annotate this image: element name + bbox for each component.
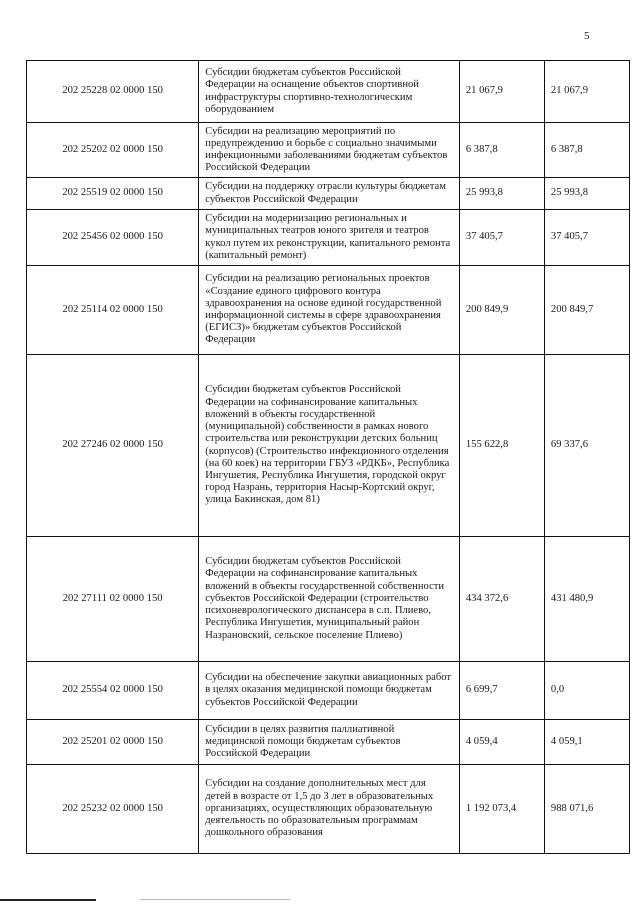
budget-code: 202 25114 02 0000 150 [27, 266, 199, 355]
budget-code: 202 25201 02 0000 150 [27, 720, 199, 765]
executed-amount: 21 067,9 [544, 61, 629, 123]
subsidy-name: Субсидии на реализацию мероприятий по предупреждению и борьбе с социально значимыми инфекционными заболеваниями бюджетам субъектов Российской Федерации [199, 123, 460, 178]
budget-code: 202 27111 02 0000 150 [27, 537, 199, 662]
budget-code: 202 27246 02 0000 150 [27, 355, 199, 537]
table-row [27, 210, 630, 266]
table-row [27, 178, 630, 210]
executed-amount: 25 993,8 [544, 178, 629, 210]
executed-amount: 988 071,6 [544, 765, 629, 854]
subsidy-name: Субсидии на реализацию региональных проектов «Создание единого цифрового контура здравоохранения на основе единой государственной информационной системы в сфере здравоохранения (ЕГИСЗ)» бюджетам субъектов Российской Федерации [199, 266, 460, 355]
subsidy-name: Субсидии бюджетам субъектов Российской Федерации на оснащение объектов спортивной инфраструктуры спортивно-технологическим оборудованием [199, 61, 460, 123]
planned-amount: 6 699,7 [459, 662, 544, 720]
budget-code: 202 25232 02 0000 150 [27, 765, 199, 854]
table-row [27, 662, 630, 720]
subsidy-name: Субсидии бюджетам субъектов Российской Федерации на софинансирование капитальных вложений в объекты государственной (муниципальной) собственности в рамках нового строительства или реконструкции детских больниц (корпусов) (Строительство инфекционного отделения (на 60 коек) на территории ГБУЗ «РДКБ», Республика Ингушетия, Республика Ингушетия, городской округ город Назрань, территория Насыр-Кортский округ, улица Бакинская, дом 81) [199, 355, 460, 537]
planned-amount: 6 387,8 [459, 123, 544, 178]
subsidy-name: Субсидии на создание дополнительных мест для детей в возрасте от 1,5 до 3 лет в образовательных организациях, осуществляющих образовательную деятельность по образовательным программам дошкольного образования [199, 765, 460, 854]
planned-amount: 37 405,7 [459, 210, 544, 266]
executed-amount: 4 059,1 [544, 720, 629, 765]
subsidy-name: Субсидии в целях развития паллиативной медицинской помощи бюджетам субъектов Российской Федерации [199, 720, 460, 765]
planned-amount: 434 372,6 [459, 537, 544, 662]
executed-amount: 200 849,7 [544, 266, 629, 355]
footer-faint-rule [140, 899, 290, 900]
table-row [27, 123, 630, 178]
planned-amount: 25 993,8 [459, 178, 544, 210]
budget-table [26, 60, 630, 854]
executed-amount: 6 387,8 [544, 123, 629, 178]
budget-code: 202 25519 02 0000 150 [27, 178, 199, 210]
subsidy-name: Субсидии на поддержку отрасли культуры бюджетам субъектов Российской Федерации [199, 178, 460, 210]
subsidy-name: Субсидии на модернизацию региональных и муниципальных театров юного зрителя и театров кукол путем их реконструкции, капитального ремонта (капитальный ремонт) [199, 210, 460, 266]
planned-amount: 4 059,4 [459, 720, 544, 765]
table-row [27, 61, 630, 123]
table-row [27, 720, 630, 765]
executed-amount: 69 337,6 [544, 355, 629, 537]
executed-amount: 37 405,7 [544, 210, 629, 266]
executed-amount: 431 480,9 [544, 537, 629, 662]
budget-code: 202 25554 02 0000 150 [27, 662, 199, 720]
executed-amount: 0,0 [544, 662, 629, 720]
subsidy-name: Субсидии бюджетам субъектов Российской Федерации на софинансирование капитальных вложений в объекты государственной собственности субъектов Российской Федерации (строительство психоневрологического диспансера в с.п. Плиево, Республика Ингушетия, муниципальный район Назрановский, сельское поселение Плиево) [199, 537, 460, 662]
budget-code: 202 25202 02 0000 150 [27, 123, 199, 178]
planned-amount: 155 622,8 [459, 355, 544, 537]
planned-amount: 200 849,9 [459, 266, 544, 355]
table-row [27, 537, 630, 662]
planned-amount: 1 192 073,4 [459, 765, 544, 854]
budget-code: 202 25456 02 0000 150 [27, 210, 199, 266]
footer-rule [0, 899, 96, 901]
table-row [27, 266, 630, 355]
budget-code: 202 25228 02 0000 150 [27, 61, 199, 123]
table-row [27, 765, 630, 854]
table-row [27, 355, 630, 537]
subsidy-name: Субсидии на обеспечение закупки авиационных работ в целях оказания медицинской помощи бюджетам субъектов Российской Федерации [199, 662, 460, 720]
page-number: 5 [584, 30, 590, 42]
planned-amount: 21 067,9 [459, 61, 544, 123]
